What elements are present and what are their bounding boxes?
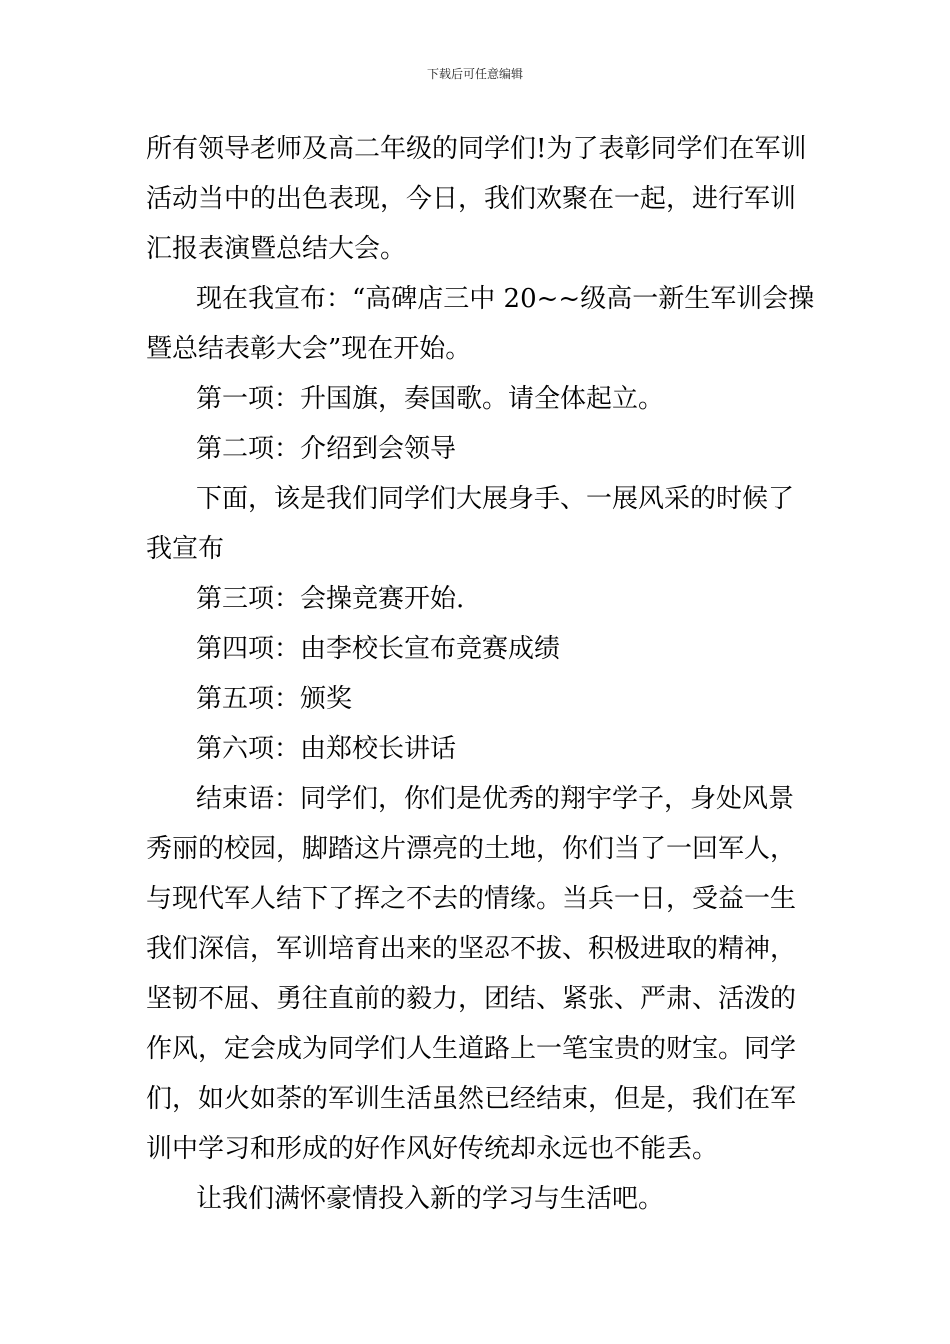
text-line: 第五项：颁奖 — [196, 684, 353, 714]
text-line: 坚韧不屈、勇往直前的毅力，团结、紧张、严肃、活泼的 — [146, 984, 797, 1014]
text-line: 第三项：会操竞赛开始. — [196, 584, 465, 614]
text-line: 现在我宣布：“高碑店三中 20~~级高一新生军训会操 — [196, 284, 815, 314]
text-line: 活动当中的出色表现，今日，我们欢聚在一起，进行军训 — [146, 184, 797, 214]
text-line: 所有领导老师及高二年级的同学们!为了表彰同学们在军训 — [146, 134, 807, 164]
text-line: 们，如火如荼的军训生活虽然已经结束，但是，我们在军 — [146, 1084, 797, 1114]
document-body — [146, 124, 814, 1224]
text-line: 第六项：由郑校长讲话 — [196, 734, 457, 764]
text-line: 与现代军人结下了挥之不去的情缘。当兵一日，受益一生 — [146, 884, 797, 914]
text-line: 第一项：升国旗，奏国歌。请全体起立。 — [196, 384, 665, 414]
text-line: 我宣布 — [146, 534, 225, 564]
text-line: 作风，定会成为同学们人生道路上一笔宝贵的财宝。同学 — [146, 1034, 797, 1064]
text-line: 下面，该是我们同学们大展身手、一展风采的时候了 — [196, 484, 795, 514]
text-line: 结束语：同学们，你们是优秀的翔宇学子，身处风景 — [196, 784, 795, 814]
text-line: 第二项：介绍到会领导 — [196, 434, 457, 464]
text-line: 第四项：由李校长宣布竞赛成绩 — [196, 634, 561, 664]
text-line: 汇报表演暨总结大会。 — [146, 234, 407, 264]
text-line: 暨总结表彰大会”现在开始。 — [146, 334, 472, 364]
text-line: 秀丽的校园，脚踏这片漂亮的土地，你们当了一回军人， — [146, 834, 797, 864]
text-line: 我们深信，军训培育出来的坚忍不拔、积极进取的精神， — [146, 934, 797, 964]
text-line: 训中学习和形成的好作风好传统却永远也不能丢。 — [146, 1134, 719, 1164]
text-line: 让我们满怀豪情投入新的学习与生活吧。 — [196, 1184, 665, 1214]
page-header: 下载后可任意编辑 — [426, 67, 523, 81]
